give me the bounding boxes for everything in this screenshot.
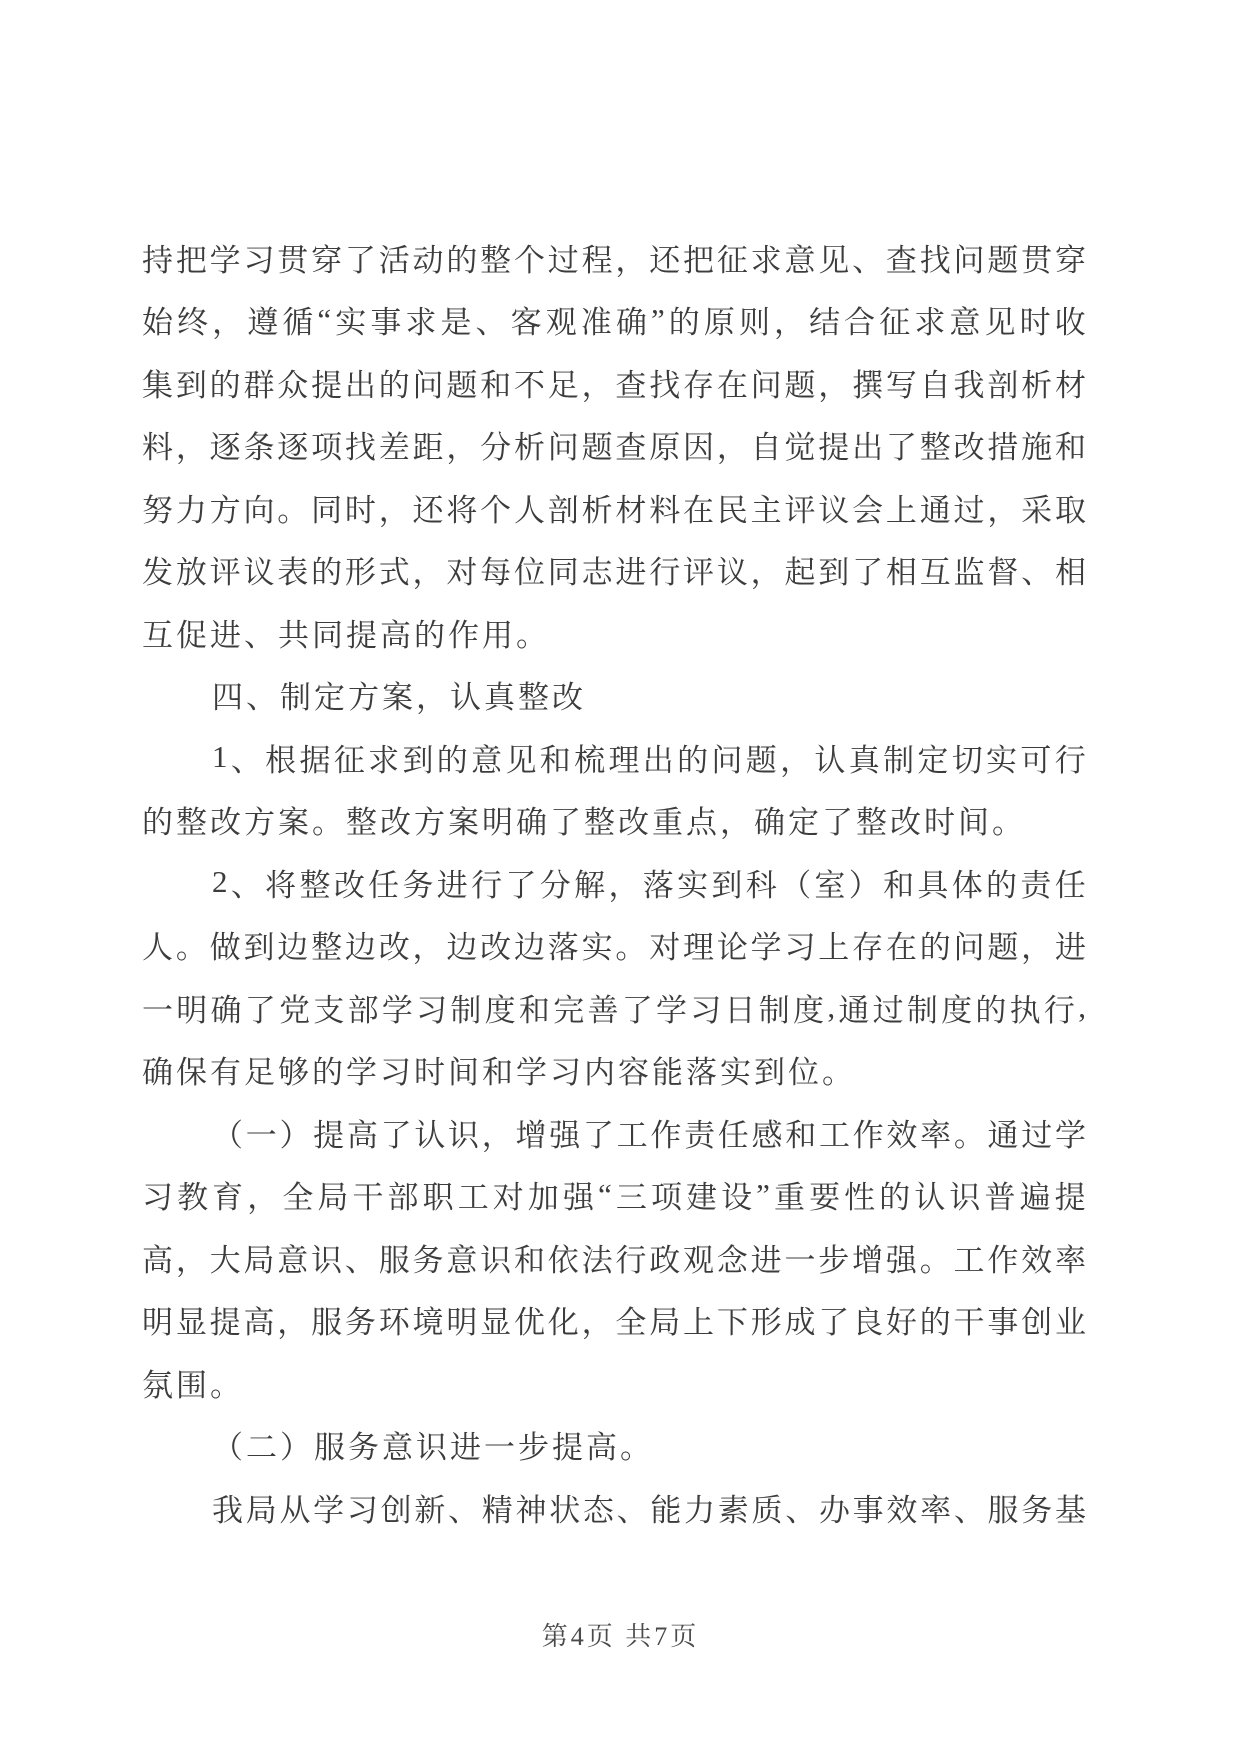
text-line: （ 二 ） 服 务 意 识 进 一 步 提 高 。 — [212, 1430, 651, 1466]
text-line: 2 、 将 整 改 任 务 进 行 了 分 解 ， 落 实 到 科 （ 室 ） 和 具 体 的 责 任 — [212, 864, 1086, 903]
text-line: 我 局 从 学 习 创 新 、 精 神 状 态 、 能 力 素 质 、 办 事 效 率 、 服 务 基 — [212, 1492, 1086, 1528]
text-line: 氛 围 。 — [142, 1367, 241, 1403]
text-line: （ 一 ） 提 高 了 认 识 ， 增 强 了 工 作 责 任 感 和 工 作 效 率 。 通 过 学 — [212, 1117, 1086, 1153]
text-line: 的 整 改 方 案 。 整 改 方 案 明 确 了 整 改 重 点 ， 确 定 了 整 改 时 间 。 — [142, 805, 1023, 841]
text-line: 持 把 学 习 贯 穿 了 活 动 的 整 个 过 程 ， 还 把 征 求 意 见 、 查 找 问 题 贯 穿 — [142, 242, 1086, 278]
text-line: 四 、 制 定 方 案 ， 认 真 整 改 — [212, 680, 583, 716]
text-line: 确 保 有 足 够 的 学 习 时 间 和 学 习 内 容 能 落 实 到 位 。 — [142, 1055, 853, 1091]
text-line: 集 到 的 群 众 提 出 的 问 题 和 不 足 ， 查 找 存 在 问 题 ， 撰 写 自 我 剖 析 材 — [142, 367, 1086, 403]
text-line: 人 。 做 到 边 整 边 改 ， 边 改 边 落 实 。 对 理 论 学 习 上 存 在 的 问 题 ， 进 — [142, 930, 1086, 966]
text-line: 习 教 育 ， 全 局 干 部 职 工 对 加 强 “ 三 项 建 设 ” 重 要 性 的 认 识 普 遍 提 — [142, 1176, 1086, 1216]
text-line: 努 力 方 向 。 同 时 ， 还 将 个 人 剖 析 材 料 在 民 主 评 议 会 上 通 过 ， 采 取 — [142, 492, 1086, 528]
page-footer: 第4页 共7页 — [541, 1622, 700, 1651]
text-line: 料 ， 逐 条 逐 项 找 差 距 ， 分 析 问 题 查 原 因 ， 自 觉 提 出 了 整 改 措 施 和 — [142, 430, 1086, 466]
text-block — [142, 226, 1086, 1539]
text-line: 互 促 进 、 共 同 提 高 的 作 用 。 — [142, 617, 547, 653]
text-line: 发 放 评 议 表 的 形 式 ， 对 每 位 同 志 进 行 评 议 ， 起 到 了 相 互 监 督 、 相 — [142, 555, 1086, 591]
text-line: 始 终 ， 遵 循 “ 实 事 求 是 、 客 观 准 确 ” 的 原 则 ， 结 合 征 求 意 见 时 收 — [142, 301, 1086, 341]
text-line: 1 、 根 据 征 求 到 的 意 见 和 梳 理 出 的 问 题 ， 认 真 制 定 切 实 可 行 — [212, 739, 1086, 778]
text-line: 高 ， 大 局 意 识 、 服 务 意 识 和 依 法 行 政 观 念 进 一 步 增 强 。 工 作 效 率 — [142, 1242, 1086, 1278]
text-line: 明 显 提 高 ， 服 务 环 境 明 显 优 化 ， 全 局 上 下 形 成 了 良 好 的 干 事 创 业 — [142, 1305, 1086, 1341]
text-line: 一 明 确 了 党 支 部 学 习 制 度 和 完 善 了 学 习 日 制 度 , 通 过 制 度 的 执 行 , — [142, 989, 1086, 1028]
